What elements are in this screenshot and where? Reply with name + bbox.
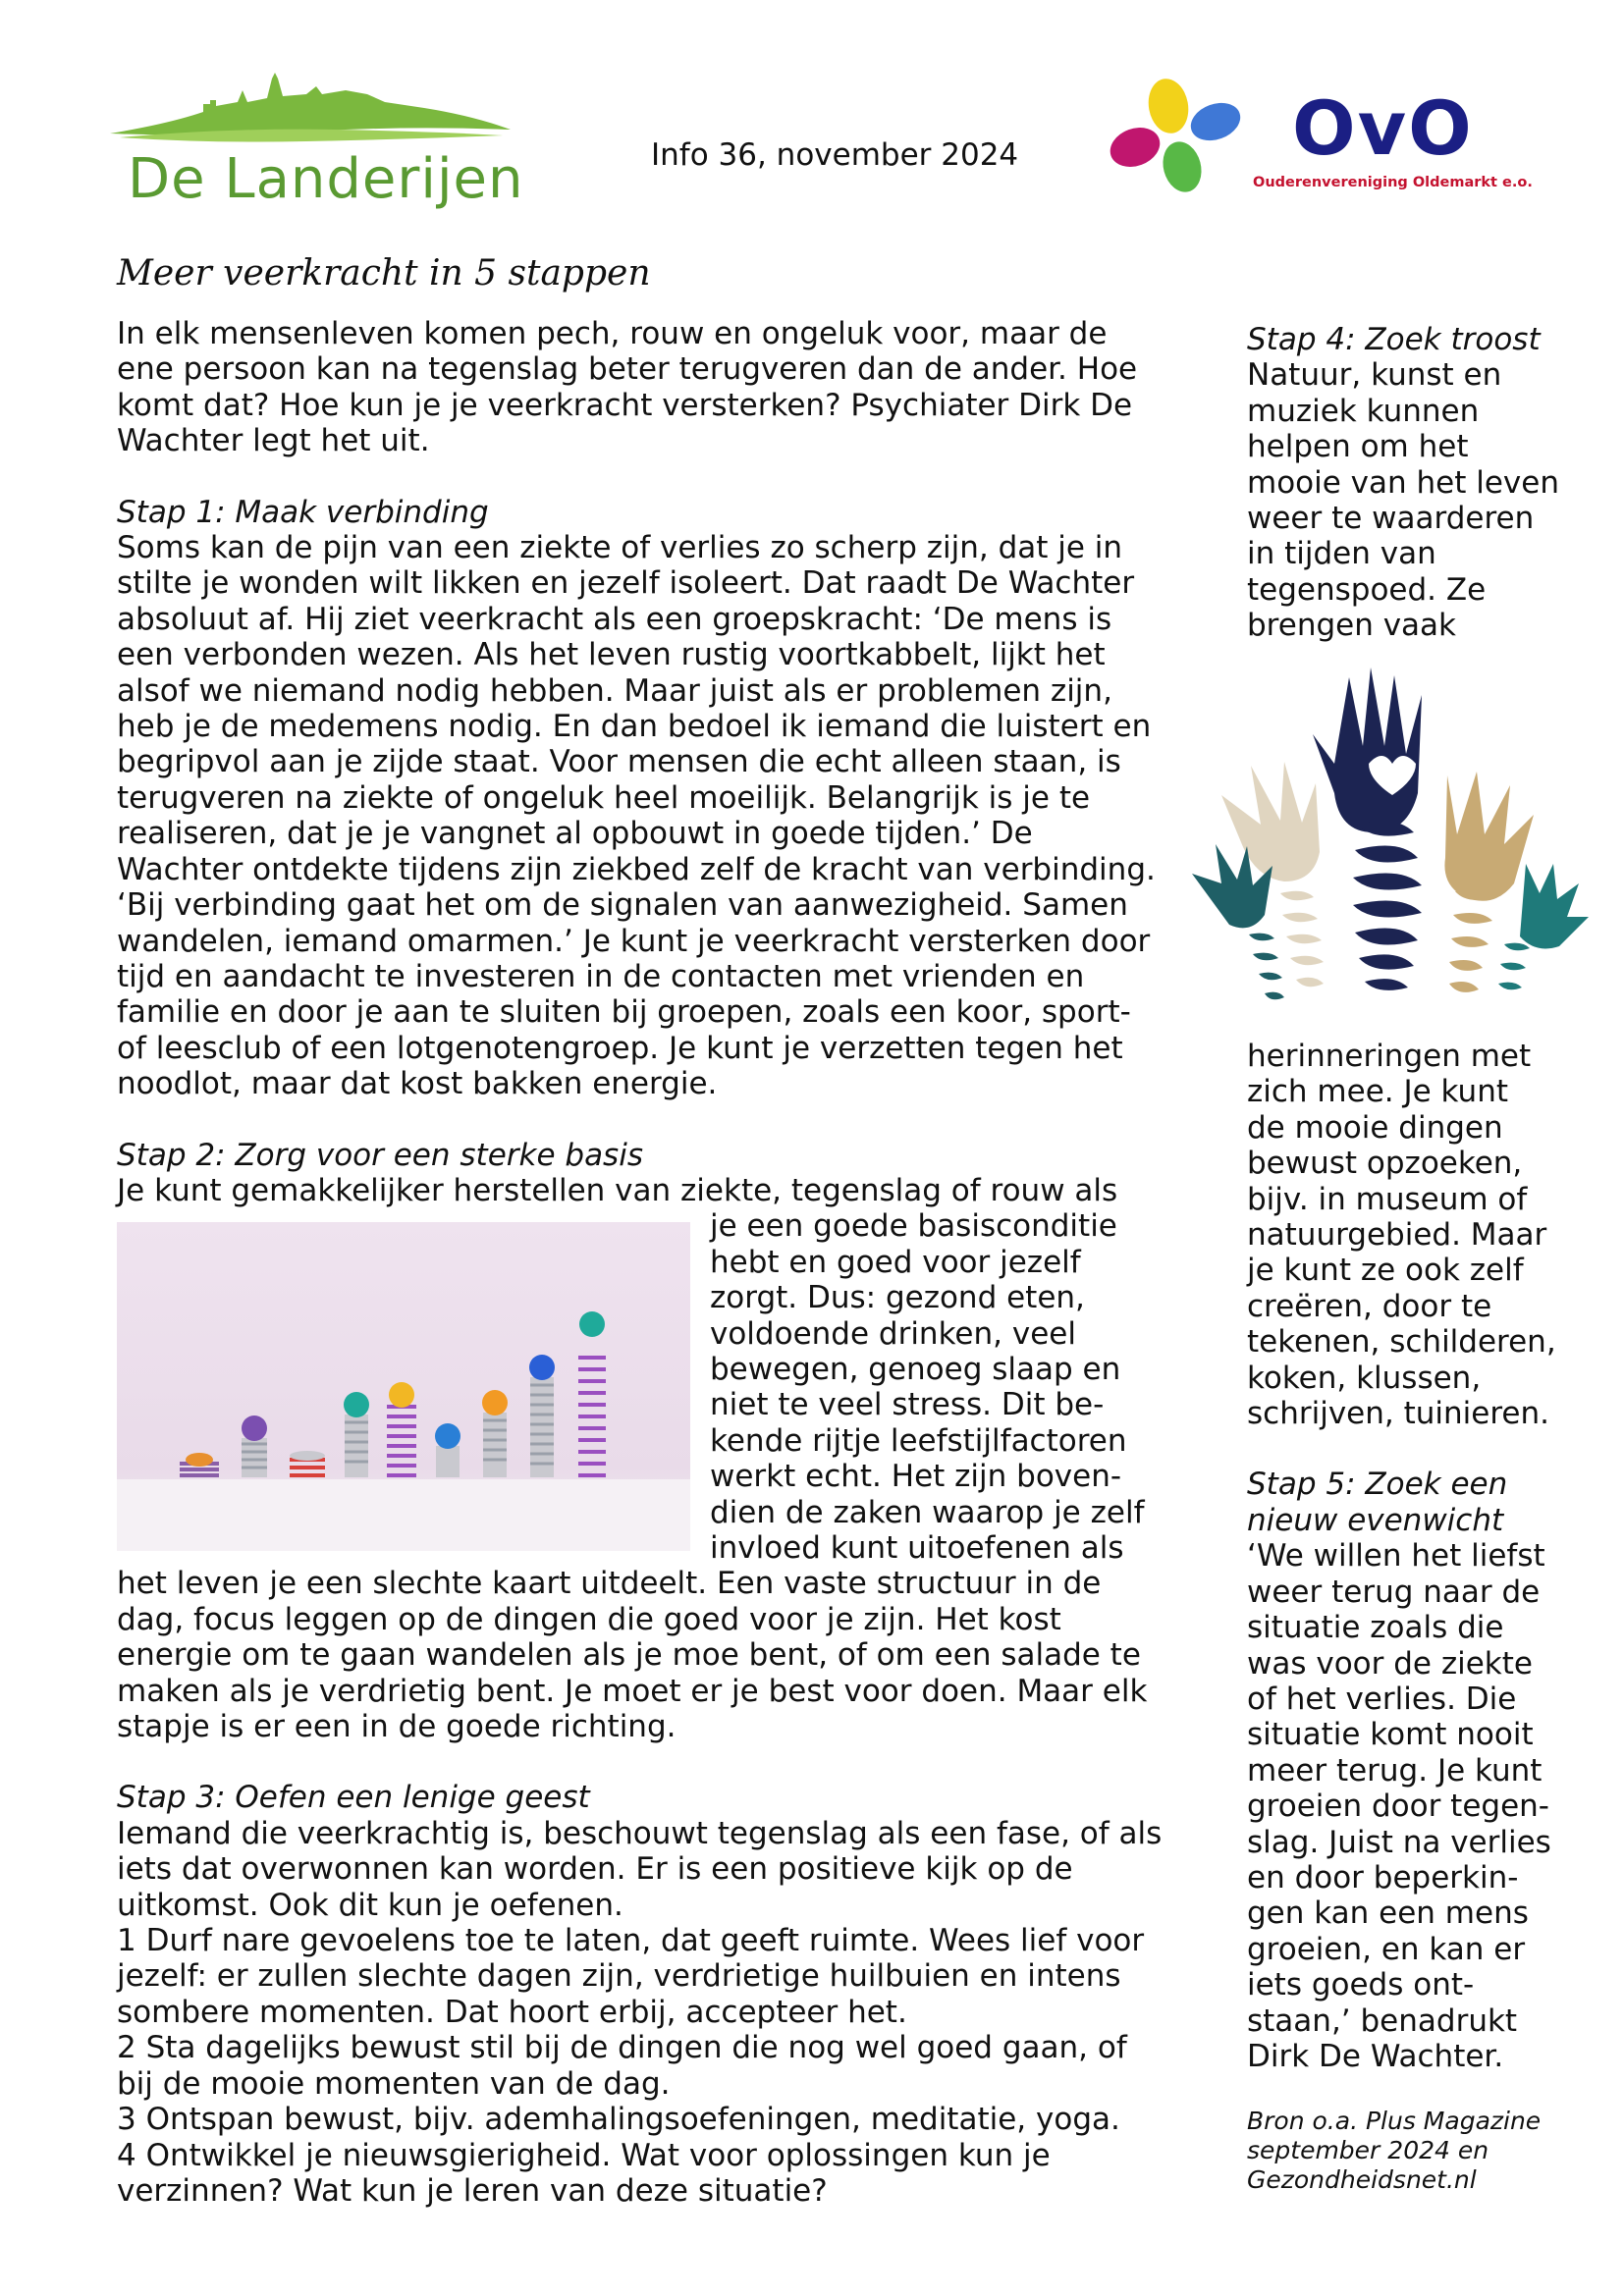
text-line: zich mee. Je kunt (1247, 1074, 1508, 1110)
text-line: en door beperkin- (1247, 1859, 1519, 1896)
text-line: realiseren, dat je je vangnet al opbouwt in goede tijden.’ De (117, 816, 1033, 852)
text-line: koken, klussen, (1247, 1360, 1482, 1396)
text-line: dien de zaken waarop je zelf (710, 1494, 1145, 1530)
article-title: Meer veerkracht in 5 stappen (117, 253, 651, 294)
text-line: tegenspoed. Ze (1247, 571, 1487, 608)
text-line: Je kunt gemakkelijker herstellen van ziekte, tegenslag of rouw als (117, 1172, 1118, 1208)
text-line: jezelf: er zullen slechte dagen zijn, verdrietige huilbuien en intens (117, 1958, 1121, 1995)
text-line: stapje is er een in de goede richting. (117, 1709, 677, 1745)
issue-label: Info 36, november 2024 (651, 137, 1019, 173)
text-line: invloed kunt uitoefenen als (710, 1530, 1124, 1566)
text-line: sombere momenten. Dat hoort erbij, accepteer het. (117, 1994, 907, 2030)
ovo-flower-logo-icon (1108, 77, 1245, 198)
text-line: dag, focus leggen op de dingen die goed voor je zijn. Het kost (117, 1601, 1061, 1637)
text-line: noodlot, maar dat kost bakken energie. (117, 1066, 718, 1102)
text-line: slag. Juist na verlies (1247, 1824, 1551, 1860)
text-line: wandelen, iemand omarmen.’ Je kunt je veerkracht versterken door (117, 923, 1151, 959)
text-line: situatie komt nooit (1247, 1717, 1534, 1753)
text-line: groeien, en kan er (1247, 1931, 1526, 1967)
text-line: tijd en aandacht te investeren in de contacten met vrienden en (117, 958, 1085, 994)
springs-photo-image (117, 1222, 690, 1551)
text-line: stilte je wonden wilt likken en jezelf isoleert. Dat raadt De Wachter (117, 565, 1135, 602)
source-line: Gezondheidsnet.nl (1247, 2165, 1477, 2194)
text-line: iets goeds ont- (1247, 1967, 1475, 2003)
text-line: Iemand die veerkrachtig is, beschouwt tegenslag als een fase, of als (117, 1815, 1163, 1851)
de-landerijen-logo-text: De Landerijen (128, 147, 524, 211)
text-line: hebt en goed voor jezelf (710, 1244, 1081, 1280)
text-line: niet te veel stress. Dit be- (710, 1387, 1105, 1423)
text-line: een verbonden wezen. Als het leven rustig voortkabbelt, lijkt het (117, 637, 1106, 673)
text-line: natuurgebied. Maar (1247, 1217, 1547, 1254)
text-line: Dirk De Wachter. (1247, 2038, 1504, 2074)
text-line: bewegen, genoeg slaap en (710, 1351, 1121, 1387)
text-line: iets dat overwonnen kan worden. Er is een positieve kijk op de (117, 1851, 1073, 1888)
ovo-logo-title: OvO (1292, 84, 1474, 172)
sidebar-column (1247, 322, 1571, 644)
step1-heading: Stap 1: Maak verbinding (117, 494, 489, 530)
intro-paragraph (117, 316, 1172, 459)
source-line: Bron o.a. Plus Magazine (1247, 2107, 1542, 2135)
text-line: absoluut af. Hij ziet veerkracht als een groepskracht: ‘De mens is (117, 601, 1112, 637)
step5-heading: nieuw evenwicht (1247, 1502, 1504, 1538)
text-line: tekenen, schilderen, (1247, 1324, 1556, 1361)
text-line: muziek kunnen (1247, 393, 1480, 429)
text-line: begripvol aan je zijde staat. Voor mensen die echt alleen staan, is (117, 744, 1121, 780)
source-line: september 2024 en (1247, 2136, 1489, 2164)
text-line: het leven je een slechte kaart uitdeelt. Een vaste structuur in de (117, 1566, 1102, 1602)
text-line: alsof we niemand nodig hebben. Maar juist als er problemen zijn, (117, 672, 1112, 709)
text-line: ‘We willen het liefst (1247, 1538, 1545, 1575)
text-line: bijv. in museum of (1247, 1181, 1528, 1217)
text-line: creëren, door te (1247, 1288, 1492, 1324)
text-line: familie en door je aan te sluiten bij groepen, zoals een koor, sport- (117, 994, 1131, 1031)
text-line: bij de mooie momenten van de dag. (117, 2065, 671, 2102)
text-line: meer terug. Je kunt (1247, 1752, 1543, 1789)
step1-section (117, 495, 1172, 1102)
text-line: 4 Ontwikkel je nieuwsgierigheid. Wat voor oplossingen kun je (117, 2137, 1051, 2173)
ovo-logo-subtitle: Ouderenvereniging Oldemarkt e.o. (1253, 175, 1533, 190)
text-line: groeien door tegen- (1247, 1789, 1549, 1825)
text-line: 3 Ontspan bewust, bijv. ademhalingsoefeningen, meditatie, yoga. (117, 2102, 1120, 2138)
text-line: je een goede basisconditie (710, 1208, 1117, 1245)
text-line: weer terug naar de (1247, 1574, 1541, 1610)
text-line: In elk mensenleven komen pech, rouw en ongeluk voor, maar de (117, 316, 1108, 351)
text-line: helpen om het (1247, 429, 1469, 465)
text-line: schrijven, tuinieren. (1247, 1396, 1549, 1432)
text-line: gen kan een mens (1247, 1896, 1529, 1932)
text-line: brengen vaak (1247, 608, 1457, 644)
text-line: of het verlies. Die (1247, 1681, 1517, 1717)
text-line: mooie van het leven (1247, 464, 1559, 501)
text-line: Wachter legt het uit. (117, 423, 430, 459)
text-line: ene persoon kan na tegenslag beter terugveren dan de ander. Hoe (117, 351, 1138, 388)
step3-section (117, 1780, 1172, 2209)
text-line: ‘Bij verbinding gaat het om de signalen van aanwezigheid. Samen (117, 887, 1128, 924)
text-line: in tijden van (1247, 536, 1436, 572)
step3-heading: Stap 3: Oefen een lenige geest (117, 1780, 590, 1816)
text-line: of leesclub of een lotgenotengroep. Je kunt je verzetten tegen het (117, 1030, 1123, 1066)
sidebar-column-continued (1247, 1039, 1571, 2074)
hands-illustration-image (1192, 658, 1595, 1023)
text-line: je kunt ze ook zelf (1247, 1253, 1524, 1289)
text-line: was voor de ziekte (1247, 1645, 1533, 1682)
text-line: Soms kan de pijn van een ziekte of verlies zo scherp zijn, dat je in (117, 530, 1123, 566)
text-line: Wachter ontdekte tijdens zijn ziekbed zelf de kracht van verbinding. (117, 851, 1156, 887)
text-line: kende rijtje leefstijlfactoren (710, 1422, 1127, 1459)
text-line: verzinnen? Wat kun je leren van deze situatie? (117, 2172, 828, 2209)
text-line: terugveren na ziekte of ongeluk heel moeilijk. Belangrijk is je te (117, 779, 1091, 816)
text-line: bewust opzoeken, (1247, 1146, 1523, 1182)
step4-heading: Stap 4: Zoek troost (1247, 322, 1541, 357)
text-line: werkt echt. Het zijn boven- (710, 1459, 1122, 1495)
text-line: 2 Sta dagelijks bewust stil bij de dingen die nog wel goed gaan, of (117, 2030, 1127, 2066)
step5-heading: Stap 5: Zoek een (1247, 1467, 1508, 1503)
text-line: Natuur, kunst en (1247, 357, 1502, 394)
source-note (1247, 2107, 1541, 2195)
text-line: de mooie dingen (1247, 1109, 1503, 1146)
text-line: weer te waarderen (1247, 501, 1535, 537)
text-line: maken als je verdrietig bent. Je moet er je best voor doen. Maar elk (117, 1673, 1148, 1709)
text-line: herinneringen met (1247, 1039, 1532, 1074)
text-line: situatie zoals die (1247, 1610, 1504, 1646)
text-line: staan,’ benadrukt (1247, 2002, 1518, 2039)
text-line: zorgt. Dus: gezond eten, (710, 1280, 1085, 1316)
text-line: heb je de medemens nodig. En dan bedoel ik iemand die luistert en (117, 709, 1152, 745)
text-line: voldoende drinken, veel (710, 1315, 1076, 1352)
text-line: uitkomst. Ook dit kun je oefenen. (117, 1887, 623, 1923)
step2-heading: Stap 2: Zorg voor een sterke basis (117, 1137, 643, 1173)
text-line: komt dat? Hoe kun je je veerkracht versterken? Psychiater Dirk De (117, 387, 1133, 423)
text-line: 1 Durf nare gevoelens toe te laten, dat geeft ruimte. Wees lief voor (117, 1923, 1145, 1959)
text-line: energie om te gaan wandelen als je moe bent, of om een salade te (117, 1637, 1141, 1674)
